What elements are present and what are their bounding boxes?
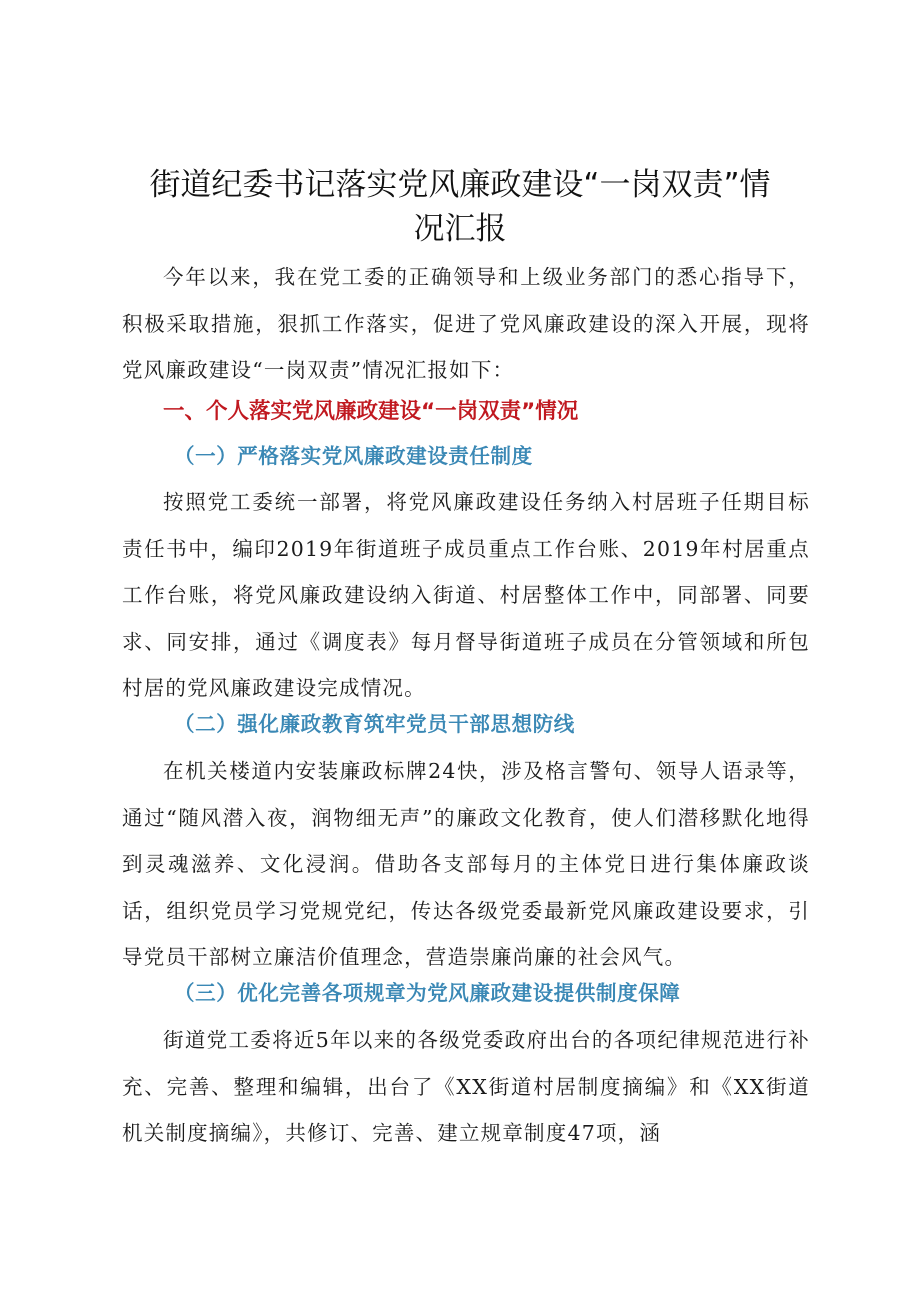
document-title-line1: 街道纪委书记落实党风廉政建设“一岗双责”情 (149, 167, 771, 203)
subsection-heading-2: （二）强化廉政教育筑牢党员干部思想防线 (174, 712, 575, 736)
subsection-body-1: 按照党工委统一部署，将党风廉政建设任务纳入村居班子任期目标责任书中，编印2019年街道班子成员重点工作台账、2019年村居重点工作台账，将党风廉政建设纳入街道、村居整体工作中，同部署、同要求、同安排，通过《调度表》每月督导街道班子成员在分管领域和所包村居的党风廉政建设完成情况。 (122, 490, 810, 700)
subsection-body-2: 在机关楼道内安装廉政标牌24快，涉及格言警句、领导人语录等，通过“随风潜入夜，润物细无声”的廉政文化教育，使人们潜移默化地得到灵魂滋养、文化浸润。借助各支部每月的主体党日进行集体廉政谈话，组织党员学习党规党纪，传达各级党委最新党风廉政建设要求，引导党员干部树立廉洁价值理念，营造崇廉尚廉的社会风气。 (122, 759, 810, 969)
section-heading-1: 一、个人落实党风廉政建设“一岗双责”情况 (163, 399, 579, 424)
subsection-heading-3: （三）优化完善各项规章为党风廉政建设提供制度保障 (174, 981, 681, 1005)
document-title-line2: 况汇报 (413, 211, 507, 247)
intro-paragraph: 今年以来，我在党工委的正确领导和上级业务部门的悉心指导下，积极采取措施，狠抓工作落实，促进了党风廉政建设的深入开展，现将党风廉政建设“一岗双责”情况汇报如下： (122, 265, 810, 382)
subsection-heading-1: （一）严格落实党风廉政建设责任制度 (174, 444, 533, 468)
subsection-body-3: 街道党工委将近5年以来的各级党委政府出台的各项纪律规范进行补充、完善、整理和编辑，出台了《XX街道村居制度摘编》和《XX街道机关制度摘编》，共修订、完善、建立规章制度47项，涵 (122, 1028, 810, 1145)
